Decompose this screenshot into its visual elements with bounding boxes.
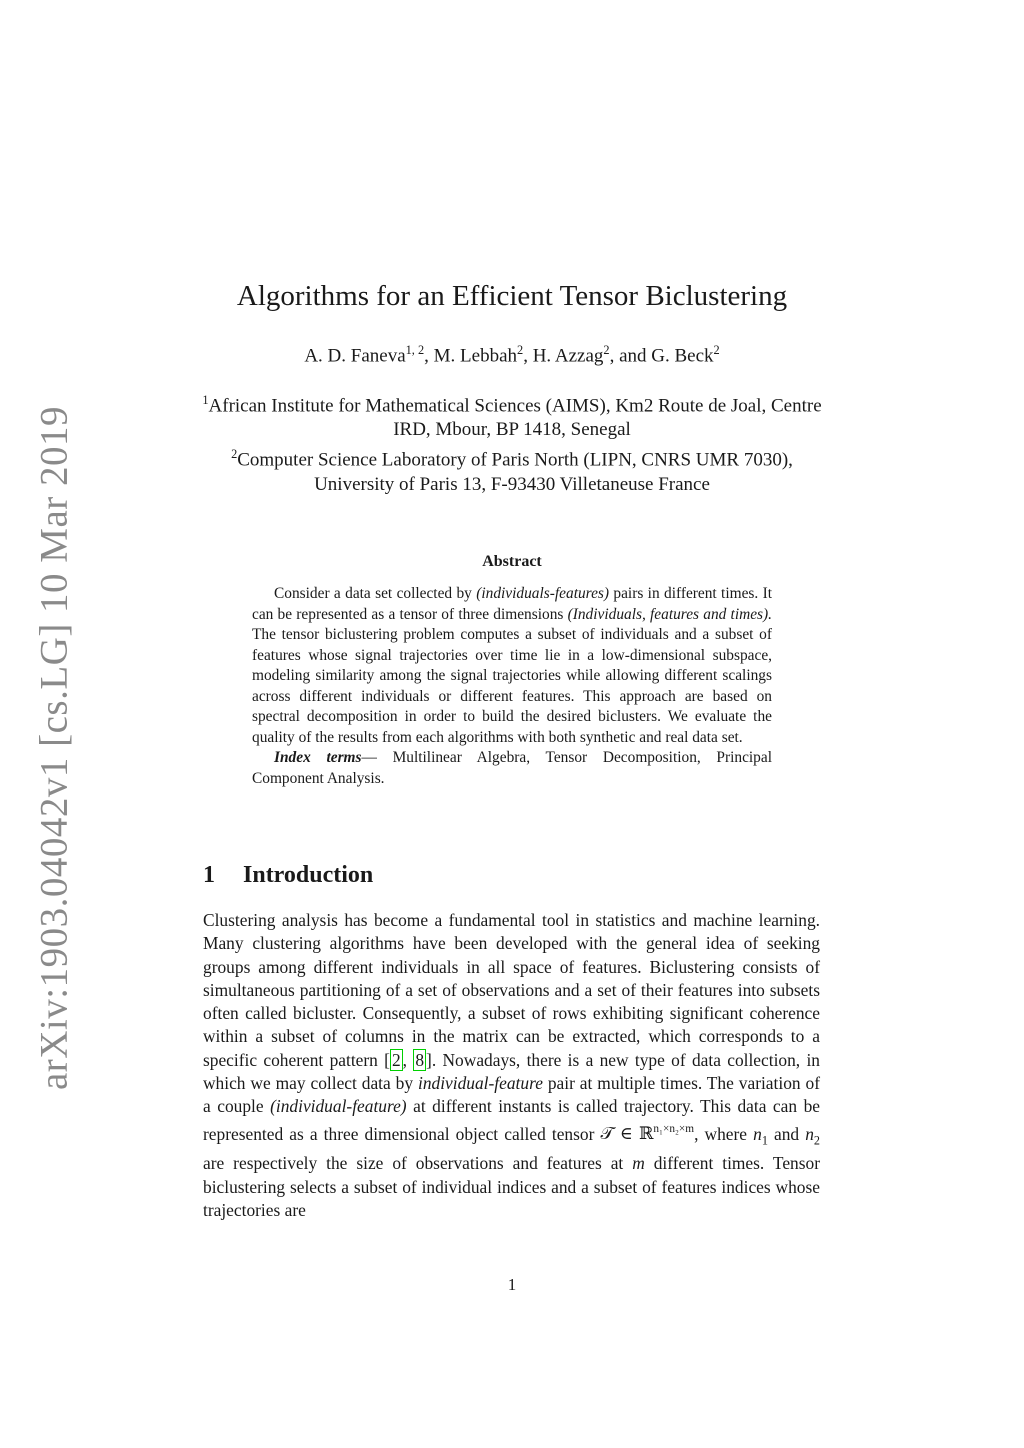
math-variable: n xyxy=(753,1123,762,1144)
math-subscript: 2 xyxy=(813,1132,820,1147)
section-title: Introduction xyxy=(243,862,374,888)
abstract-text: The tensor biclustering problem computes a subset of individuals and a subset of features whose signal trajectories over time lie in a low-dimensional subspace, modeling similarity among the signal trajectories while allowing different scalings across different individuals or different features. This approach are based on spectral decomposition in order to build the desired biclusters. We evaluate the quality of the results from each algorithms with both synthetic and real data set. xyxy=(252,626,772,746)
arxiv-identifier: arXiv:1903.04042v1 [cs.LG] 10 Mar 2019 xyxy=(32,405,76,1091)
abstract-heading: Abstract xyxy=(482,553,542,570)
affiliation-2 xyxy=(200,442,824,496)
author-affiliation-mark: 1, 2 xyxy=(405,343,425,357)
math-tensor xyxy=(600,1123,694,1143)
math-superscript: n₁×n₂×m xyxy=(653,1123,695,1136)
index-terms-label: Index terms xyxy=(274,749,362,766)
author-name: , M. Lebbah xyxy=(424,345,518,367)
affiliation-text: African Institute for Mathematical Sciences (AIMS), Km2 Route de Joal, Centre IRD, Mbour, BP 1418, Senegal xyxy=(208,395,822,441)
intro-text: , xyxy=(402,1049,414,1070)
paper-title: Algorithms for an Efficient Tensor Biclustering xyxy=(236,280,788,312)
index-terms-text: — Multilinear Algebra, Tensor Decomposition, Principal Component Analysis. xyxy=(252,749,772,787)
author-name: A. D. Faneva xyxy=(304,345,406,367)
section-heading xyxy=(203,862,823,889)
intro-emphasis: individual-feature xyxy=(417,1073,543,1094)
math-subscript: 1 xyxy=(761,1132,768,1147)
affiliations xyxy=(200,388,824,497)
math-variable: n xyxy=(805,1123,814,1144)
arxiv-stamp xyxy=(18,405,90,1091)
affiliation-mark: 1 xyxy=(202,393,209,407)
abstract-body xyxy=(252,584,772,789)
intro-emphasis: (individual-feature) xyxy=(270,1096,407,1117)
author-affiliation-mark: 2 xyxy=(517,343,524,357)
citation-link[interactable]: 8 xyxy=(415,1049,425,1070)
page-number: 1 xyxy=(507,1275,517,1294)
math-variable: m xyxy=(632,1153,645,1174)
math-symbol: 𝒯 ∈ ℝ xyxy=(600,1123,654,1144)
affiliation-1 xyxy=(200,388,824,442)
intro-text: at different instants is called trajectory. This data can be represented as a three dimensional object called tensor xyxy=(203,1096,820,1144)
author-name: , and G. Beck xyxy=(609,345,714,367)
intro-text: , where xyxy=(694,1123,754,1144)
intro-text: are respectively the size of observations and features at xyxy=(203,1153,633,1174)
intro-paragraph xyxy=(203,909,820,1222)
abstract-paragraph xyxy=(252,584,772,748)
author-list xyxy=(180,343,844,367)
affiliation-text: Computer Science Laboratory of Paris North (LIPN, CNRS UMR 7030), University of Paris 13, F-93430 Villetaneuse France xyxy=(237,449,793,495)
abstract-text: Consider a data set collected by xyxy=(274,585,477,602)
intro-text: different times. Tensor biclustering selects a subset of individual indices and a subset of features indices whose trajectories are xyxy=(203,1153,820,1220)
abstract-emphasis: (individuals-features) xyxy=(476,585,610,602)
author-name: , H. Azzag xyxy=(523,345,604,367)
abstract-emphasis: (Individuals, features and times). xyxy=(567,605,773,623)
introduction-body xyxy=(203,909,820,1222)
affiliation-mark: 2 xyxy=(231,447,238,462)
section-number: 1 xyxy=(203,862,215,888)
author-affiliation-mark: 2 xyxy=(603,343,610,357)
index-terms xyxy=(252,748,772,789)
abstract-text: pairs in different times. It can be represented as a tensor of three dimensions xyxy=(252,585,773,623)
citation-link[interactable]: 2 xyxy=(391,1049,401,1070)
intro-text: pair at multiple times. The variation of a couple xyxy=(203,1073,820,1117)
intro-text: and xyxy=(767,1123,806,1144)
intro-text: ]. Nowadays, there is a new type of data collection, in which we may collect data by xyxy=(203,1049,820,1094)
author-affiliation-mark: 2 xyxy=(713,343,720,357)
intro-text: Clustering analysis has become a fundamental tool in statistics and machine learning. Many clustering algorithms have been developed with the general idea of seeking groups among different individuals in all space of features. Biclustering consists of simultaneous partitioning of a set of observations and a set of their features into subsets often called bicluster. Consequently, a subset of rows exhibiting significant coherence within a subset of columns in the matrix can be extracted, which corresponds to a specific coherent pattern [ xyxy=(203,910,820,1070)
